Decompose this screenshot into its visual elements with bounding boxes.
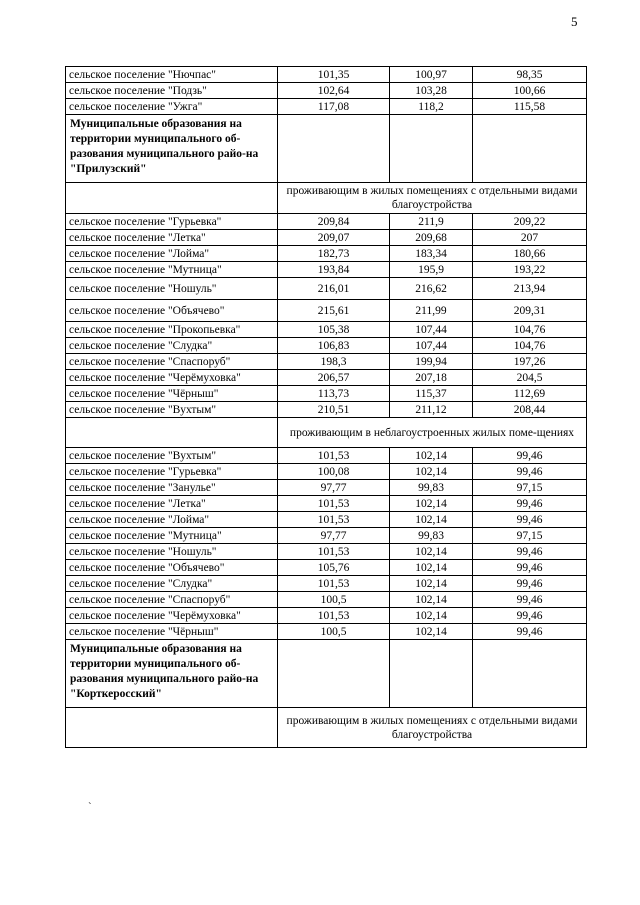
table-row <box>66 67 587 83</box>
table-row <box>66 624 587 640</box>
value-cell: 206,57 <box>278 370 390 386</box>
value-cell: 193,22 <box>473 262 587 278</box>
settlement-name: сельское поселение "Объячево" <box>66 300 278 322</box>
value-cell: 102,14 <box>390 624 473 640</box>
settlement-name: сельское поселение "Летка" <box>66 496 278 512</box>
table-row <box>66 278 587 300</box>
value-cell: 207,18 <box>390 370 473 386</box>
value-cell: 209,68 <box>390 230 473 246</box>
settlement-name: сельское поселение "Летка" <box>66 230 278 246</box>
value-cell: 180,66 <box>473 246 587 262</box>
empty-cell <box>66 418 278 448</box>
value-cell: 101,53 <box>278 608 390 624</box>
table-row <box>66 528 587 544</box>
empty-cell <box>390 115 473 183</box>
settlement-name: сельское поселение "Гурьевка" <box>66 214 278 230</box>
settlement-name: сельское поселение "Прокопьевка" <box>66 322 278 338</box>
settlement-name: сельское поселение "Чёрныш" <box>66 386 278 402</box>
value-cell: 211,12 <box>390 402 473 418</box>
value-cell: 100,5 <box>278 592 390 608</box>
empty-cell <box>278 115 390 183</box>
table-row <box>66 386 587 402</box>
category-row <box>66 708 587 748</box>
value-cell: 213,94 <box>473 278 587 300</box>
empty-cell <box>390 640 473 708</box>
settlement-name: сельское поселение "Лойма" <box>66 246 278 262</box>
value-cell: 209,31 <box>473 300 587 322</box>
value-cell: 199,94 <box>390 354 473 370</box>
table-row <box>66 262 587 278</box>
value-cell: 193,84 <box>278 262 390 278</box>
empty-cell <box>66 708 278 748</box>
value-cell: 204,5 <box>473 370 587 386</box>
table-row <box>66 214 587 230</box>
category-label: проживающим в неблагоустроенных жилых поме-щениях <box>278 418 587 448</box>
value-cell: 97,15 <box>473 480 587 496</box>
settlement-name: сельское поселение "Подзь" <box>66 83 278 99</box>
value-cell: 211,99 <box>390 300 473 322</box>
settlement-name: сельское поселение "Лойма" <box>66 512 278 528</box>
value-cell: 99,46 <box>473 512 587 528</box>
value-cell: 105,76 <box>278 560 390 576</box>
value-cell: 100,5 <box>278 624 390 640</box>
value-cell: 101,53 <box>278 576 390 592</box>
value-cell: 99,46 <box>473 624 587 640</box>
settlement-name: сельское поселение "Чёрныш" <box>66 624 278 640</box>
value-cell: 99,46 <box>473 608 587 624</box>
value-cell: 97,77 <box>278 528 390 544</box>
value-cell: 106,83 <box>278 338 390 354</box>
value-cell: 216,62 <box>390 278 473 300</box>
value-cell: 102,14 <box>390 448 473 464</box>
settlement-name: сельское поселение "Черёмуховка" <box>66 370 278 386</box>
value-cell: 198,3 <box>278 354 390 370</box>
empty-cell <box>473 115 587 183</box>
value-cell: 113,73 <box>278 386 390 402</box>
value-cell: 115,37 <box>390 386 473 402</box>
value-cell: 107,44 <box>390 338 473 354</box>
settlement-name: сельское поселение "Спаспоруб" <box>66 592 278 608</box>
table-row <box>66 322 587 338</box>
value-cell: 101,35 <box>278 67 390 83</box>
empty-cell <box>66 183 278 214</box>
municipality-heading: Муниципальные образования на территории муниципального об-разования муниципального райо-на "Прилузский" <box>66 115 278 183</box>
value-cell: 216,01 <box>278 278 390 300</box>
value-cell: 99,46 <box>473 576 587 592</box>
value-cell: 112,69 <box>473 386 587 402</box>
settlement-name: сельское поселение "Нючпас" <box>66 67 278 83</box>
value-cell: 99,83 <box>390 528 473 544</box>
value-cell: 99,46 <box>473 560 587 576</box>
tariff-table <box>65 66 587 748</box>
value-cell: 207 <box>473 230 587 246</box>
value-cell: 115,58 <box>473 99 587 115</box>
value-cell: 101,53 <box>278 512 390 528</box>
value-cell: 97,15 <box>473 528 587 544</box>
settlement-name: сельское поселение "Вухтым" <box>66 448 278 464</box>
table-row <box>66 496 587 512</box>
value-cell: 103,28 <box>390 83 473 99</box>
settlement-name: сельское поселение "Черёмуховка" <box>66 608 278 624</box>
settlement-name: сельское поселение "Ношуль" <box>66 544 278 560</box>
table-row <box>66 448 587 464</box>
value-cell: 209,07 <box>278 230 390 246</box>
value-cell: 99,46 <box>473 544 587 560</box>
municipality-heading-row <box>66 640 587 708</box>
stray-mark: ` <box>88 801 92 813</box>
value-cell: 215,61 <box>278 300 390 322</box>
page-number: 5 <box>571 14 578 29</box>
value-cell: 102,14 <box>390 560 473 576</box>
value-cell: 102,14 <box>390 512 473 528</box>
table-row <box>66 576 587 592</box>
settlement-name: сельское поселение "Ужга" <box>66 99 278 115</box>
municipality-heading: Муниципальные образования на территории муниципального об-разования муниципального райо-на "Корткеросский" <box>66 640 278 708</box>
settlement-name: сельское поселение "Занулье" <box>66 480 278 496</box>
table-row <box>66 608 587 624</box>
table-row <box>66 560 587 576</box>
value-cell: 102,14 <box>390 464 473 480</box>
settlement-name: сельское поселение "Слудка" <box>66 338 278 354</box>
table-row <box>66 300 587 322</box>
value-cell: 209,22 <box>473 214 587 230</box>
category-label: проживающим в жилых помещениях с отдельными видами благоустройства <box>278 708 587 748</box>
municipality-heading-row <box>66 115 587 183</box>
category-row <box>66 418 587 448</box>
value-cell: 102,14 <box>390 544 473 560</box>
value-cell: 117,08 <box>278 99 390 115</box>
table-row <box>66 544 587 560</box>
value-cell: 182,73 <box>278 246 390 262</box>
value-cell: 208,44 <box>473 402 587 418</box>
category-row <box>66 183 587 214</box>
table-row <box>66 83 587 99</box>
table-row <box>66 338 587 354</box>
value-cell: 118,2 <box>390 99 473 115</box>
value-cell: 104,76 <box>473 338 587 354</box>
settlement-name: сельское поселение "Спаспоруб" <box>66 354 278 370</box>
value-cell: 104,76 <box>473 322 587 338</box>
value-cell: 99,46 <box>473 448 587 464</box>
value-cell: 209,84 <box>278 214 390 230</box>
table-row <box>66 354 587 370</box>
value-cell: 107,44 <box>390 322 473 338</box>
empty-cell <box>473 640 587 708</box>
value-cell: 102,14 <box>390 608 473 624</box>
table-row <box>66 99 587 115</box>
value-cell: 102,14 <box>390 496 473 512</box>
table-row <box>66 592 587 608</box>
value-cell: 105,38 <box>278 322 390 338</box>
table-row <box>66 480 587 496</box>
value-cell: 102,14 <box>390 576 473 592</box>
value-cell: 210,51 <box>278 402 390 418</box>
table-row <box>66 370 587 386</box>
value-cell: 197,26 <box>473 354 587 370</box>
settlement-name: сельское поселение "Слудка" <box>66 576 278 592</box>
value-cell: 100,08 <box>278 464 390 480</box>
value-cell: 101,53 <box>278 544 390 560</box>
settlement-name: сельское поселение "Вухтым" <box>66 402 278 418</box>
table-row <box>66 230 587 246</box>
table-row <box>66 246 587 262</box>
value-cell: 211,9 <box>390 214 473 230</box>
value-cell: 99,46 <box>473 464 587 480</box>
table-row <box>66 464 587 480</box>
settlement-name: сельское поселение "Мутница" <box>66 262 278 278</box>
value-cell: 195,9 <box>390 262 473 278</box>
value-cell: 183,34 <box>390 246 473 262</box>
category-label: проживающим в жилых помещениях с отдельными видами благоустройства <box>278 183 587 214</box>
value-cell: 101,53 <box>278 448 390 464</box>
settlement-name: сельское поселение "Ношуль" <box>66 278 278 300</box>
value-cell: 97,77 <box>278 480 390 496</box>
value-cell: 98,35 <box>473 67 587 83</box>
value-cell: 102,64 <box>278 83 390 99</box>
table-row <box>66 512 587 528</box>
table-row <box>66 402 587 418</box>
value-cell: 99,46 <box>473 592 587 608</box>
value-cell: 100,66 <box>473 83 587 99</box>
value-cell: 100,97 <box>390 67 473 83</box>
settlement-name: сельское поселение "Мутница" <box>66 528 278 544</box>
settlement-name: сельское поселение "Объячево" <box>66 560 278 576</box>
empty-cell <box>278 640 390 708</box>
settlement-name: сельское поселение "Гурьевка" <box>66 464 278 480</box>
value-cell: 102,14 <box>390 592 473 608</box>
value-cell: 99,83 <box>390 480 473 496</box>
value-cell: 99,46 <box>473 496 587 512</box>
value-cell: 101,53 <box>278 496 390 512</box>
